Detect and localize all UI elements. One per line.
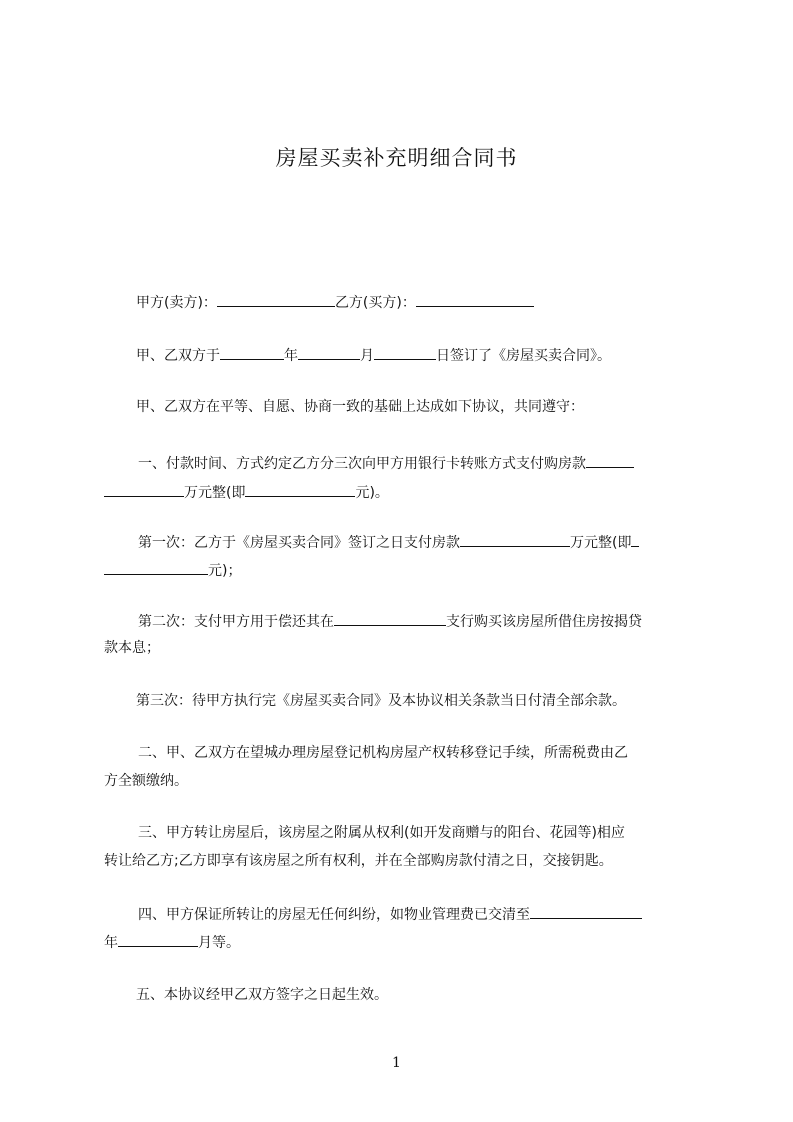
payment-2-mid: 支行购买该房屋所借住房按揭贷 — [446, 614, 642, 630]
payment-2-line-1 — [138, 610, 642, 632]
payment-1-text: 第一次：乙方于《房屋买卖合同》签订之日支付房款 — [138, 535, 460, 551]
payment-2-line-2: 款本息； — [104, 640, 160, 656]
clause-1-amount-blank-part1[interactable] — [586, 452, 634, 468]
clause-1-unit: 万元整(即 — [184, 485, 246, 501]
page-number: 1 — [392, 1055, 401, 1071]
clause-2-line-1: 二、甲、乙双方在望城办理房屋登记机构房屋产权转移登记手续，所需税费由乙 — [138, 745, 628, 761]
signing-day-blank[interactable] — [374, 344, 436, 360]
payment-1-end: 元)； — [208, 563, 242, 579]
payment-2-bank-blank[interactable] — [334, 610, 446, 626]
clause-3-line-1: 三、甲方转让房屋后，该房屋之附属从权利(如开发商赠与的阳台、花园等)相应 — [138, 825, 625, 841]
clause-2-line-2: 方全额缴纳。 — [104, 773, 188, 789]
document-title: 房屋买卖补充明细合同书 — [275, 146, 518, 170]
signing-month-blank[interactable] — [298, 344, 360, 360]
clause-1-end: 元)。 — [355, 485, 389, 501]
parties-line — [136, 291, 534, 313]
payment-1-line-2 — [104, 559, 241, 581]
signing-year-blank[interactable] — [220, 344, 284, 360]
payment-1-words-blank-part2[interactable] — [104, 559, 208, 575]
clause-4-year-blank[interactable] — [530, 903, 642, 919]
party-a-blank[interactable] — [217, 291, 335, 307]
payment-1-words-blank-part1[interactable] — [631, 531, 639, 547]
clause-1-amount-words-blank[interactable] — [245, 481, 355, 497]
intro-paragraph: 甲、乙双方在平等、自愿、协商一致的基础上达成如下协议，共同遵守： — [136, 399, 584, 415]
signing-suffix: 日签订了《房屋买卖合同》。 — [436, 348, 611, 364]
signing-line — [136, 344, 611, 366]
clause-4-year-label: 年 — [104, 935, 118, 951]
signing-month-label: 月 — [360, 348, 374, 364]
payment-1-amount-blank[interactable] — [460, 531, 570, 547]
clause-4-end: 月等。 — [198, 935, 240, 951]
payment-3-paragraph: 第三次：待甲方执行完《房屋买卖合同》及本协议相关条款当日付清全部余款。 — [136, 693, 626, 709]
signing-year-label: 年 — [284, 348, 298, 364]
clause-5-paragraph: 五、本协议经甲乙双方签字之日起生效。 — [136, 987, 388, 1003]
clause-3-line-2: 转让给乙方;乙方即享有该房屋之所有权利，并在全部购房款付清之日，交接钥匙。 — [104, 853, 613, 869]
party-b-blank[interactable] — [416, 291, 534, 307]
payment-1-unit: 万元整(即 — [570, 535, 632, 551]
party-b-label: 乙方(买方)： — [334, 295, 416, 311]
clause-4-text: 四、甲方保证所转让的房屋无任何纠纷，如物业管理费已交清至 — [138, 907, 530, 923]
payment-2-text: 第二次：支付甲方用于偿还其在 — [138, 614, 334, 630]
clause-4-line-2 — [104, 931, 240, 953]
signing-prefix: 甲、乙双方于 — [136, 348, 220, 364]
payment-1-line-1 — [138, 531, 639, 553]
clause-1-amount-blank-part2[interactable] — [104, 481, 184, 497]
party-a-label: 甲方(卖方)： — [136, 295, 217, 311]
clause-1-line-2 — [104, 481, 389, 503]
clause-4-line-1 — [138, 903, 642, 925]
clause-1-text: 一、付款时间、方式约定乙方分三次向甲方用银行卡转账方式支付购房款 — [138, 456, 586, 472]
clause-1-line-1 — [138, 452, 634, 474]
clause-4-month-blank[interactable] — [118, 931, 198, 947]
